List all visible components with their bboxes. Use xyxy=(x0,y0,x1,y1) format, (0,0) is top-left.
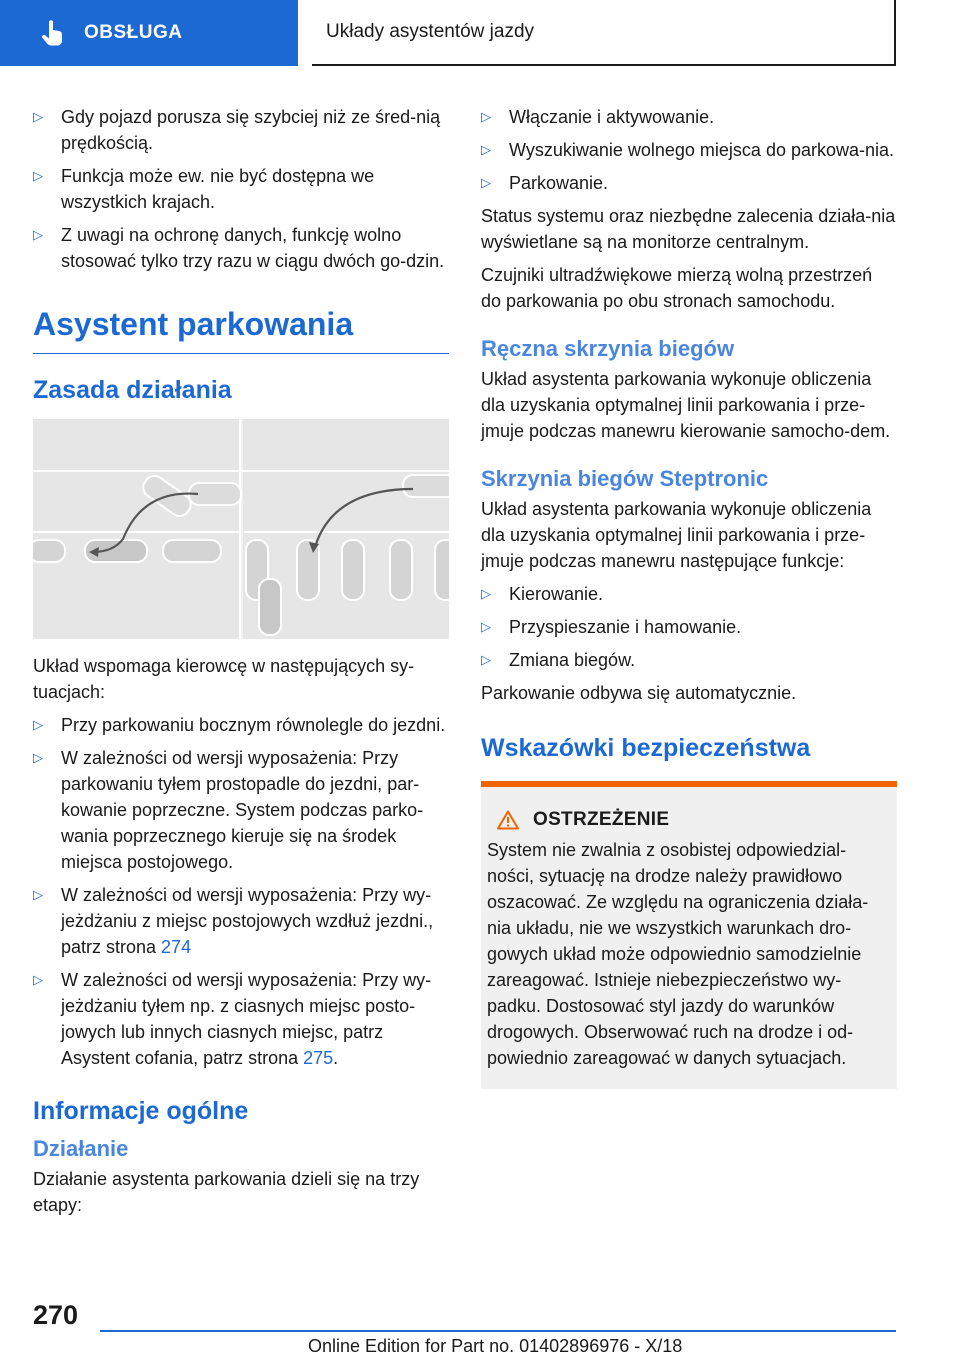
section-label: OBSŁUGA xyxy=(84,22,183,43)
triangle-bullet-icon: ▷ xyxy=(481,142,491,157)
triangle-bullet-icon: ▷ xyxy=(33,168,43,183)
principle-heading: Zasada działania xyxy=(33,376,232,404)
warning-box xyxy=(481,781,897,1089)
triangle-bullet-icon: ▷ xyxy=(33,750,43,765)
auto-text: Parkowanie odbywa się automatycznie. xyxy=(481,683,797,703)
hand-pointer-icon xyxy=(38,18,68,48)
list-item: ▷ Przyspieszanie i hamowanie. xyxy=(481,614,897,640)
list-item: ▷ Przy parkowaniu bocznym równolegle do jezdni. xyxy=(33,712,449,738)
left-column xyxy=(33,104,449,1225)
sensor-text: Czujniki ultradźwiękowe mierzą wolną przestrzeń do parkowania po obu stronach samochodu. xyxy=(481,265,873,311)
list-item: ▷ W zależności od wersji wyposażenia: Przy wy-jeżdżaniu tyłem np. z ciasnych miejsc posto-jowych lub innych ciasnych miejsc, patrz Asystent cofania, patrz strona 275. xyxy=(33,967,449,1071)
page-number: 270 xyxy=(33,1300,79,1330)
list-item: ▷ Gdy pojazd porusza się szybciej niż ze śred-nią prędkością. xyxy=(33,104,449,156)
steptronic-text: Układ asystenta parkowania wykonuje obliczenia dla uzyskania optymalnej linii parkowania i prze-jmuje podczas manewru następujące funkcje: xyxy=(481,499,872,571)
section-heading: Asystent parkowania xyxy=(33,306,449,354)
triangle-bullet-icon: ▷ xyxy=(33,887,43,902)
manual-text: Układ asystenta parkowania wykonuje obliczenia dla uzyskania optymalnej linii parkowania i prze-jmuje podczas manewru kierowanie samocho-dem. xyxy=(481,369,891,441)
safety-heading: Wskazówki bezpieczeństwa xyxy=(481,734,811,762)
warning-title: OSTRZEŻENIE xyxy=(533,809,670,830)
list-item: ▷ Wyszukiwanie wolnego miejsca do parkowa-nia. xyxy=(481,137,897,163)
triangle-bullet-icon: ▷ xyxy=(481,175,491,190)
warning-header xyxy=(487,809,885,831)
list-item: ▷ W zależności od wersji wyposażenia: Przy parkowaniu tyłem prostopadle do jezdni, par-kowanie poprzeczne. System podczas parko-wania poprzecznego kieruje się na środek miejsca postojowego. xyxy=(33,745,449,875)
parking-illustration xyxy=(33,419,449,639)
list-item: ▷ W zależności od wersji wyposażenia: Przy wy-jeżdżaniu z miejsc postojowych wzdłuż jezdni., patrz strona 274 xyxy=(33,882,449,960)
footer-divider xyxy=(100,1330,896,1332)
status-text: Status systemu oraz niezbędne zalecenia działa-nia wyświetlane są na monitorze centralnym. xyxy=(481,206,896,252)
triangle-bullet-icon: ▷ xyxy=(481,586,491,601)
warning-text: System nie zwalnia z osobistej odpowiedzial-ności, sytuację na drodze należy prawidłowo oszacować. Ze względu na ograniczenia działa-nia układu, nie we wszystkich warunkach dro-gowych układ może odpowiednio samodzielnie zareagować. Istnieje niebezpieczeństwo wy-padku. Dostosować styl jazdy do warunków drogowych. Obserwować ruch na drodze i od-powiednio zareagować w danych sytuacjach. xyxy=(487,840,869,1068)
manual-gearbox-heading: Ręczna skrzynia biegów xyxy=(481,336,735,361)
edition-text: Online Edition for Part no. 01402896976 - X/18 xyxy=(308,1336,683,1356)
parking-diagram xyxy=(33,419,449,639)
warning-triangle-icon xyxy=(497,810,519,830)
steptronic-heading: Skrzynia biegów Steptronic xyxy=(481,466,769,491)
triangle-bullet-icon: ▷ xyxy=(33,972,43,987)
list-item: ▷ Włączanie i aktywowanie. xyxy=(481,104,897,130)
triangle-bullet-icon: ▷ xyxy=(33,109,43,124)
chapter-title: Układy asystentów jazdy xyxy=(326,21,535,42)
triangle-bullet-icon: ▷ xyxy=(33,717,43,732)
list-item: ▷ Funkcja może ew. nie być dostępna we wszystkich krajach. xyxy=(33,163,449,215)
list-item: ▷ Parkowanie. xyxy=(481,170,897,196)
list-item: ▷ Zmiana biegów. xyxy=(481,647,897,673)
chapter-header xyxy=(312,0,896,66)
list-item: ▷ Kierowanie. xyxy=(481,581,897,607)
list-item: ▷ Z uwagi na ochronę danych, funkcję wolno stosować tylko trzy razu w ciągu dwóch go-dzin. xyxy=(33,222,449,274)
page-link-275[interactable]: 275 xyxy=(303,1048,334,1068)
function-heading: Działanie xyxy=(33,1136,129,1161)
general-heading: Informacje ogólne xyxy=(33,1097,249,1125)
triangle-bullet-icon: ▷ xyxy=(481,109,491,124)
section-tab[interactable] xyxy=(0,0,298,66)
triangle-bullet-icon: ▷ xyxy=(481,619,491,634)
page-link-274[interactable]: 274 xyxy=(161,937,192,957)
triangle-bullet-icon: ▷ xyxy=(481,652,491,667)
support-text: Układ wspomaga kierowcę w następujących sy-tuacjach: xyxy=(33,656,415,702)
function-text: Działanie asystenta parkowania dzieli się na trzy etapy: xyxy=(33,1169,420,1215)
triangle-bullet-icon: ▷ xyxy=(33,227,43,242)
right-column xyxy=(481,104,897,1089)
